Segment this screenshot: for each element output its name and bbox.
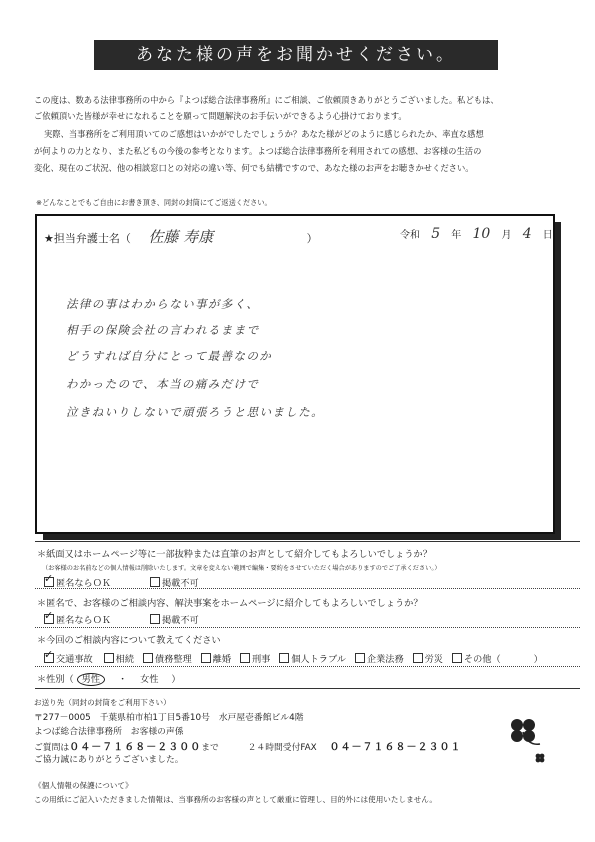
- privacy-text: この用紙にご記入いただきました情報は、当事務所のお客様の声として厳重に管理し、目的外には使用いたしません。: [34, 795, 437, 804]
- lawyer-name-field[interactable]: [44, 226, 318, 247]
- q3-option-other[interactable]: [452, 654, 501, 665]
- q2-option-anonymous-label: 匿名ならＯＫ: [56, 615, 112, 626]
- q1-option-no-publish-label: 掲載不可: [162, 578, 199, 589]
- clover-icon: [500, 712, 550, 764]
- checkbox-checked[interactable]: ✓: [44, 572, 54, 585]
- checkbox[interactable]: [413, 653, 423, 663]
- page-title: あなた様の声をお聞かせください。: [94, 40, 498, 70]
- date-era: 令和: [400, 230, 420, 241]
- q3-option-label: 債務整理: [154, 654, 192, 665]
- contact-line: [34, 738, 461, 753]
- comment-line-2: 相手の保険会社の言われるままで: [66, 323, 260, 337]
- q2-option-anonymous[interactable]: [44, 609, 112, 626]
- tel-suffix: まで: [201, 743, 219, 753]
- checkbox-checked[interactable]: ✓: [44, 609, 54, 622]
- date-month-unit: 月: [501, 230, 512, 241]
- q3-option-label: 個人トラブル: [291, 654, 346, 665]
- date-year: 5: [431, 226, 441, 242]
- divider: [35, 627, 580, 628]
- q3-option-traffic-accident[interactable]: [44, 648, 93, 665]
- checkbox[interactable]: [452, 653, 462, 663]
- thanks-text: ご協力誠にありがとうございました。: [34, 755, 184, 765]
- q2-option-no-publish[interactable]: [150, 612, 199, 626]
- comment-line-4: わかったので、本当の痛みだけで: [66, 377, 260, 391]
- fax-number[interactable]: ０４－７１６８－２３０１: [329, 742, 462, 753]
- intro-line-5: 変化、現在のご状況、他の相談窓口との対応の違い等、何でも結構ですので、あなた様のお声をお聴きかせください。: [34, 163, 474, 173]
- q3-option-label: 離婚: [212, 654, 232, 665]
- q1-text: ＊紙面又はホームページ等に一部抜粋または直筆のお声として紹介してもよろしいでしょうか？: [37, 549, 432, 560]
- divider: [35, 541, 580, 542]
- q3-option-label: 刑事: [251, 654, 271, 665]
- q3-options: [44, 648, 543, 665]
- q3-text: ＊今回のご相談内容について教えてください: [37, 635, 221, 646]
- privacy-heading: 《個人情報の保護について》: [34, 781, 133, 790]
- gender-separator: ・: [117, 674, 128, 685]
- gender-male[interactable]: 男性: [77, 673, 105, 686]
- checkbox[interactable]: [355, 653, 365, 663]
- gender-female[interactable]: 女性: [140, 674, 159, 685]
- checkbox[interactable]: [150, 577, 160, 587]
- date-day: 4: [522, 226, 532, 242]
- intro-line-4: が何よりの力となり、また私どもの今後の参考となります。よつば総合法律事務所を利用されての感想、お客様の生活の: [34, 146, 482, 156]
- checkbox[interactable]: [143, 653, 153, 663]
- q2-text: ＊匿名で、お客様のご相談内容、解決事案をホームページに紹介してもよろしいでしょうか？: [37, 598, 423, 609]
- q3-option-labor[interactable]: [413, 654, 443, 665]
- send-address: 〒277－0005 千葉県柏市柏1丁目5番10号 水戸屋壱番館ビル4階: [34, 713, 304, 723]
- divider: [35, 666, 580, 667]
- checkbox[interactable]: [240, 653, 250, 663]
- date-field[interactable]: [400, 226, 553, 242]
- comment-line-5: 泣きねいりしないで頑張ろうと思いました。: [66, 405, 324, 419]
- checkbox[interactable]: [150, 614, 160, 624]
- instruction-note: ※どんなことでもご自由にお書き頂き、同封の封筒にてご返送ください。: [36, 198, 272, 207]
- lawyer-name: 佐藤 寿康: [148, 228, 214, 246]
- fax-label: ２４時間受付FAX: [247, 743, 317, 753]
- q3-option-corporate[interactable]: [355, 654, 404, 665]
- intro-line-1: この度は、数ある法律事務所の中から『よつば総合法律事務所』にご相談、ご依頼頂きありがとうございました。私どもは、: [34, 95, 499, 105]
- q1-option-anonymous-label: 匿名ならＯＫ: [56, 578, 112, 589]
- comment-line-3: どうすれば自分にとって最善なのか: [66, 349, 273, 363]
- checkbox-checked[interactable]: ✓: [44, 648, 54, 661]
- q1-option-no-publish[interactable]: [150, 575, 199, 589]
- tel-label: ご質問は: [34, 743, 70, 753]
- divider: [35, 688, 580, 689]
- lawyer-close: ）: [306, 232, 318, 245]
- comment-box[interactable]: [35, 214, 555, 534]
- q3-option-divorce[interactable]: [201, 654, 231, 665]
- q3-other-close: ）: [533, 654, 543, 665]
- send-office: よつば総合法律事務所 お客様の声係: [34, 727, 184, 737]
- date-year-unit: 年: [451, 230, 462, 241]
- q1-option-anonymous[interactable]: [44, 572, 112, 589]
- q1-subtext: （お客様のお名前などの個人情報は削除いたします。文章を変えない範囲で編集・要約をさせていただく場合がありますのでご了承ください。）: [42, 565, 441, 572]
- q3-option-personal-trouble[interactable]: [279, 654, 346, 665]
- checkbox[interactable]: [201, 653, 211, 663]
- q3-option-debt[interactable]: [143, 654, 192, 665]
- q3-option-criminal[interactable]: [240, 654, 270, 665]
- send-heading: お送り先（同封の封筒をご利用下さい）: [34, 698, 171, 707]
- q3-option-label: 企業法務: [366, 654, 404, 665]
- lawyer-label: ★担当弁護士名（: [44, 232, 131, 245]
- checkbox[interactable]: [104, 653, 114, 663]
- checkbox[interactable]: [279, 653, 289, 663]
- intro-line-2: ご依頼頂いた皆様が幸せになれることを願って問題解決のお手伝いができるよう心掛けております。: [34, 111, 407, 121]
- divider: [35, 588, 580, 589]
- intro-line-3: 実際、当事務所をご利用頂いてのご感想はいかがでしたでしょうか？あなた様がどのように感じられたか、率直な感想: [44, 129, 484, 139]
- q3-option-label: 交通事故: [56, 654, 93, 665]
- q3-option-inheritance[interactable]: [104, 654, 134, 665]
- q3-option-label: 労災: [424, 654, 443, 665]
- date-day-unit: 日: [542, 230, 553, 241]
- gender-field: [37, 671, 181, 685]
- gender-label: ＊性別（: [37, 674, 74, 685]
- tel-number[interactable]: ０４－７１６８－２３００: [69, 742, 202, 753]
- q2-option-no-publish-label: 掲載不可: [162, 615, 199, 626]
- q3-option-label: その他（: [463, 654, 501, 665]
- date-month: 10: [472, 226, 491, 242]
- comment-line-1: 法律の事はわからない事が多く、: [66, 297, 260, 311]
- gender-close: ）: [171, 674, 181, 685]
- q3-option-label: 相続: [115, 654, 135, 665]
